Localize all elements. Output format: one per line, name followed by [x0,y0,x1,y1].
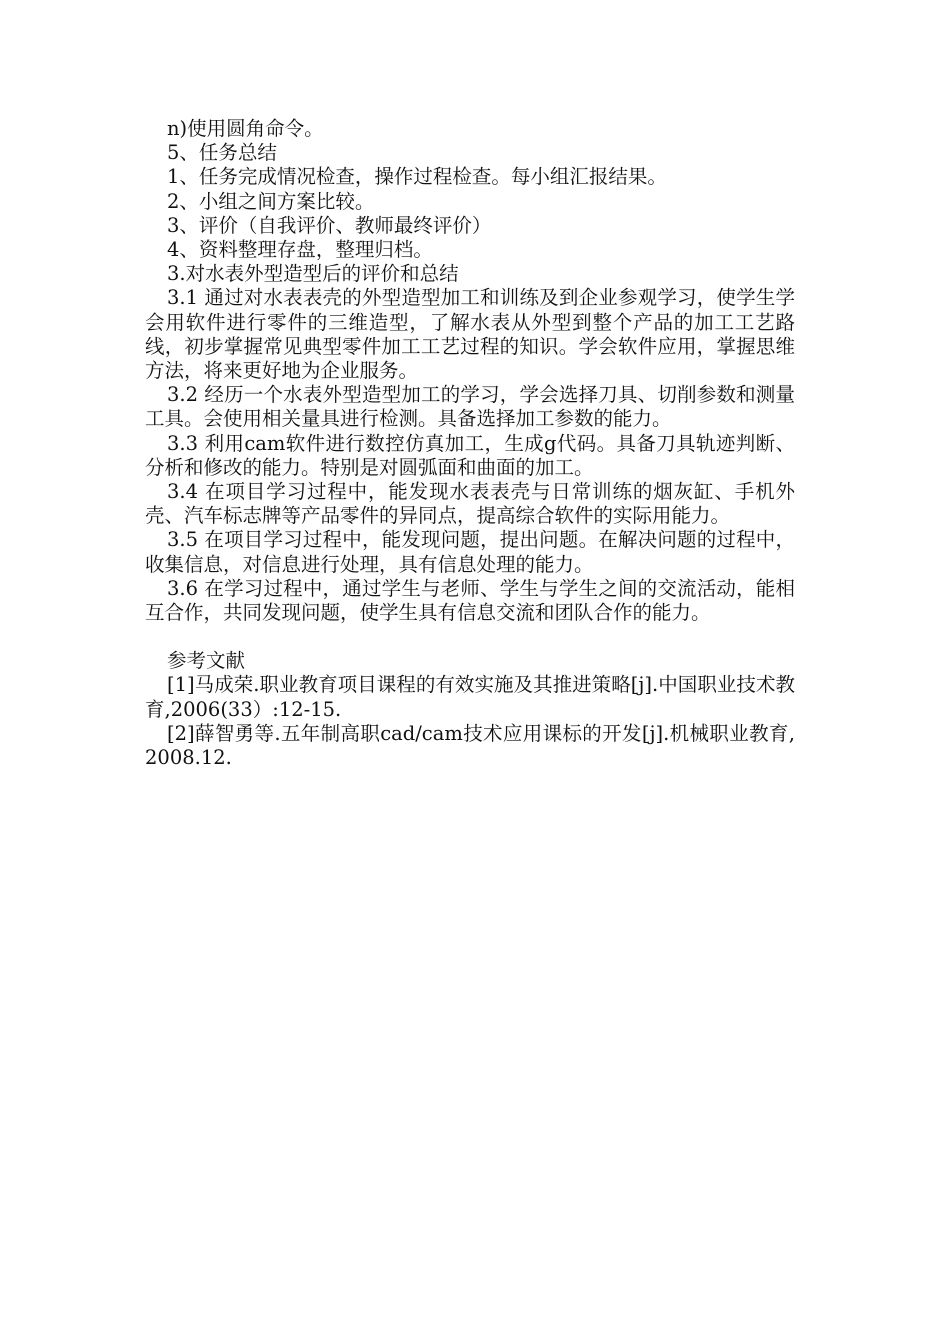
paragraph-3-2: 3.2 经历一个水表外型造型加工的学习，学会选择刀具、切削参数和测量工具。会使用相关量具进行检测。具备选择加工参数的能力。 [145,383,795,431]
document-body [145,117,795,770]
paragraph-3-3: 3.3 利用cam软件进行数控仿真加工，生成g代码。具备刀具轨迹判断、分析和修改的能力。特别是对圆弧面和曲面的加工。 [145,431,795,479]
paragraph-3-6: 3.6 在学习过程中，通过学生与老师、学生与学生之间的交流活动，能相互合作，共同发现问题，使学生具有信息交流和团队合作的能力。 [145,576,795,625]
reference-item-1: [1]马成荣.职业教育项目课程的有效实施及其推进策略[j].中国职业技术教育,2006(33）:12-15. [145,673,795,721]
paragraph-3-4: 3.4 在项目学习过程中，能发现水表表壳与日常训练的烟灰缸、手机外壳、汽车标志牌等产品零件的异同点，提高综合软件的实际用能力。 [145,480,795,528]
summary-item-2: 2、小组之间方案比较。 [167,189,375,213]
section-task-summary: 5、任务总结 [167,141,277,165]
summary-item-4: 4、资料整理存盘，整理归档。 [167,238,433,262]
references-heading: 参考文献 [167,649,246,673]
summary-item-1: 1、任务完成情况检查，操作过程检查。每小组汇报结果。 [167,165,667,189]
section-evaluation-heading: 3.对水表外型造型后的评价和总结 [167,262,459,286]
summary-item-3: 3、评价（自我评价、教师最终评价） [167,213,492,237]
paragraph-3-1: 3.1 通过对水表表壳的外型造型加工和训练及到企业参观学习，使学生学会用软件进行零件的三维造型，了解水表从外型到整个产品的加工工艺路线，初步掌握常见典型零件加工工艺过程的知识。学会软件应用，掌握思维方法，将来更好地为企业服务。 [145,286,795,383]
blank-line [145,625,795,649]
reference-item-2: [2]薛智勇等.五年制高职cad/cam技术应用课标的开发[j].机械职业教育,2008.12. [145,721,795,770]
step-n-fillet: n)使用圆角命令。 [167,117,324,140]
paragraph-3-5: 3.5 在项目学习过程中，能发现问题，提出问题。在解决问题的过程中，收集信息，对信息进行处理，具有信息处理的能力。 [145,528,795,576]
